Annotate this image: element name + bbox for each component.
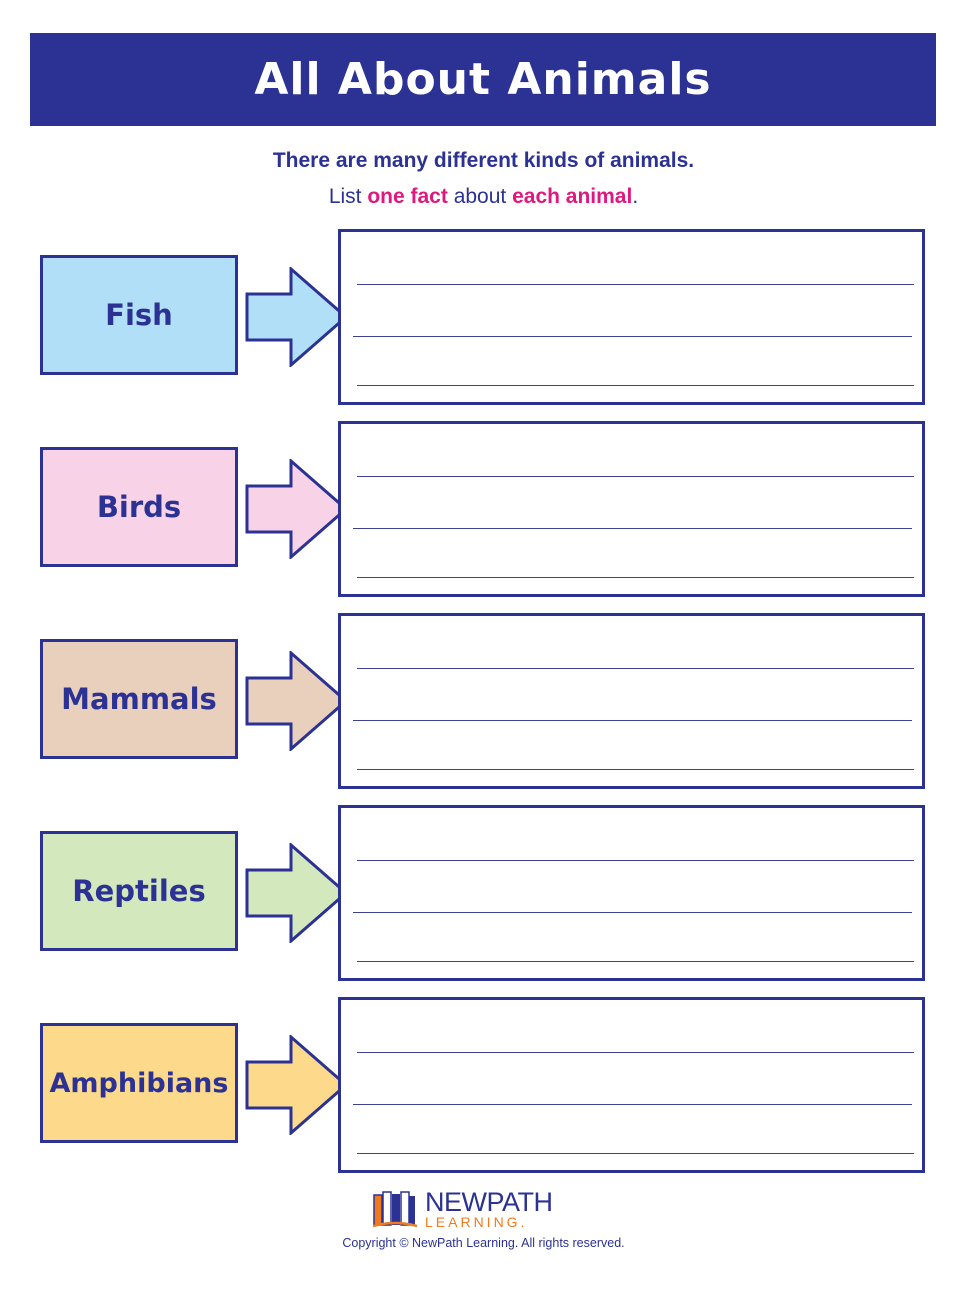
instruction-highlight-one-fact: one fact [367,185,448,208]
animal-label: Fish [105,298,173,332]
writing-line[interactable] [353,528,912,529]
writing-line[interactable] [357,385,914,386]
answer-box[interactable] [338,613,925,789]
writing-line[interactable] [357,769,914,770]
animal-row-reptiles [0,805,967,981]
answer-box[interactable] [338,997,925,1173]
instruction-line-2 [0,185,967,209]
writing-line[interactable] [357,961,914,962]
writing-line[interactable] [357,577,914,578]
title-banner [30,33,936,126]
writing-line[interactable] [357,668,914,669]
writing-line[interactable] [357,860,914,861]
instruction-highlight-each-animal: each animal [512,185,633,208]
instruction-text: about [447,185,513,208]
writing-line[interactable] [357,1052,914,1053]
arrow-right-icon [244,1035,352,1135]
animal-row-birds [0,421,967,597]
animal-label-box [40,831,238,951]
animal-label: Birds [96,490,182,524]
arrow-right-icon [244,459,352,559]
arrow-right-icon [244,267,352,367]
animal-row-mammals [0,613,967,789]
writing-line[interactable] [357,1153,914,1154]
animal-label: Amphibians [49,1067,229,1099]
answer-box[interactable] [338,805,925,981]
books-logo-icon [373,1189,417,1229]
animal-label-box [40,1023,238,1143]
animal-row-amphibians [0,997,967,1173]
answer-box[interactable] [338,229,925,405]
animal-label-box [40,255,238,375]
answer-box[interactable] [338,421,925,597]
newpath-logo [373,1189,573,1231]
writing-line[interactable] [353,720,912,721]
animal-label-box [40,447,238,567]
writing-line[interactable] [357,284,914,285]
writing-line[interactable] [353,912,912,913]
animal-label: Mammals [61,682,217,716]
writing-line[interactable] [357,476,914,477]
writing-line[interactable] [353,336,912,337]
copyright-notice: Copyright © NewPath Learning. All rights reserved. [342,1236,625,1250]
writing-line[interactable] [353,1104,912,1105]
instruction-line-1: There are many different kinds of animals. [272,149,695,172]
page-title: All About Animals [254,54,712,105]
instruction-text: . [632,185,639,208]
logo-text-learning: LEARNING. [425,1214,528,1230]
arrow-right-icon [244,843,352,943]
arrow-right-icon [244,651,352,751]
animal-label: Reptiles [72,874,206,908]
animal-label-box [40,639,238,759]
logo-text-newpath: NEWPATH [425,1187,553,1217]
instruction-text: List [328,185,368,208]
animal-row-fish [0,229,967,405]
